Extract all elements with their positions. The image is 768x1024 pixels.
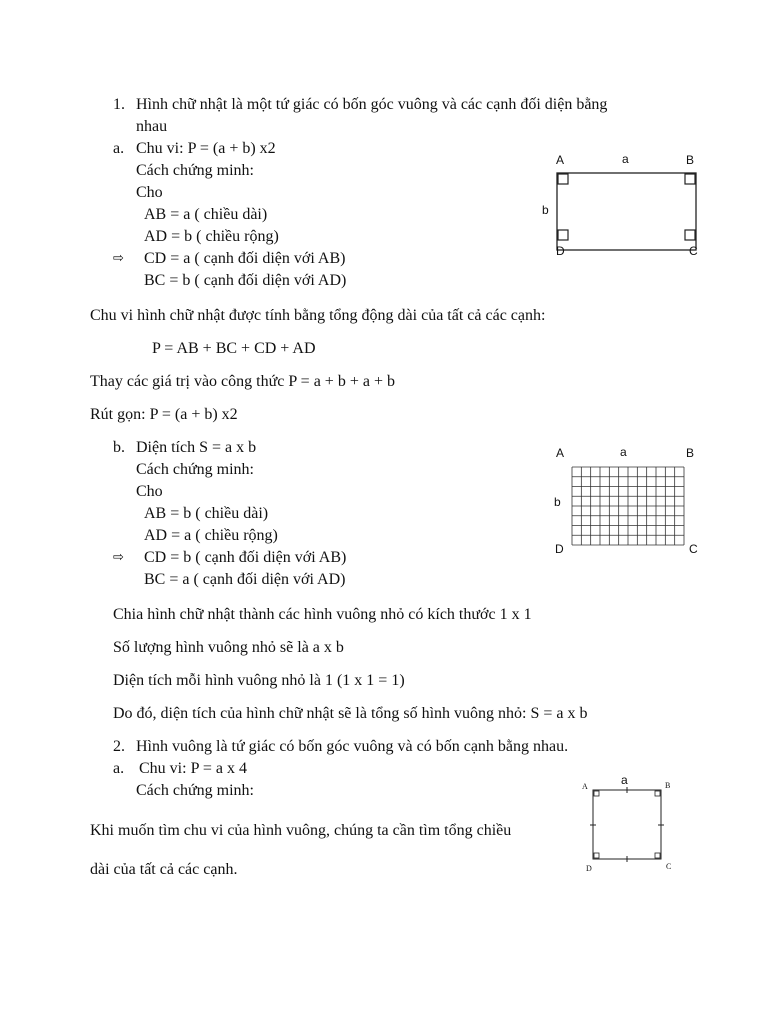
right-angle-icon — [594, 853, 599, 858]
square-figure — [578, 770, 678, 876]
right-angle-icon — [594, 791, 599, 796]
square-label-d-vertex: D — [586, 864, 592, 873]
list-number-1: 1. — [113, 96, 125, 113]
rect-label-a-side: a — [622, 152, 629, 166]
given-ad-b: AD = a ( chiều rộng) — [144, 527, 278, 544]
area-step-1: Chia hình chữ nhật thành các hình vuông nhỏ có kích thước 1 x 1 — [113, 606, 532, 623]
area-step-4: Do đó, diện tích của hình chữ nhật sẽ là tổng số hình vuông nhỏ: S = a x b — [113, 705, 588, 722]
square-label-a-side: a — [621, 773, 628, 787]
square-shape — [593, 790, 661, 859]
arrow-icon: ⇨ — [113, 550, 124, 565]
grid-label-b-vertex: B — [686, 446, 695, 460]
sub-marker-a: a. — [113, 140, 125, 157]
rect-label-b-side: b — [542, 203, 549, 217]
square-label-b-vertex: B — [665, 781, 671, 790]
square-label-a-vertex: A — [582, 782, 588, 791]
square-perimeter-heading: Chu vi: P = a x 4 — [139, 760, 247, 777]
rect-label-a-vertex: A — [556, 153, 565, 167]
sub-marker-b: b. — [113, 439, 125, 456]
substitution-text: Thay các giá trị vào công thức P = a + b + a + b — [90, 373, 395, 390]
rect-label-c-vertex: C — [689, 244, 698, 258]
sub-marker-a-2: a. — [113, 760, 125, 777]
perimeter-heading: Chu vi: P = (a + b) x2 — [136, 140, 276, 157]
given-ab: AB = a ( chiều dài) — [144, 206, 268, 223]
area-step-3: Diện tích mỗi hình vuông nhỏ là 1 (1 x 1 = 1) — [113, 672, 405, 689]
right-angle-icon — [685, 174, 695, 184]
given-bc-b: BC = a ( cạnh đối diện với AD) — [144, 571, 346, 588]
given-cd-b: CD = b ( cạnh đối diện với AB) — [144, 549, 347, 566]
list-number-2: 2. — [113, 738, 125, 755]
grid-figure — [550, 440, 710, 560]
perimeter-explanation: Chu vi hình chữ nhật được tính bằng tổng động dài của tất cả các cạnh: — [90, 307, 546, 324]
square-explanation: Khi muốn tìm chu vi của hình vuông, chúng ta cần tìm tổng chiều — [90, 822, 512, 839]
grid-lines — [572, 467, 684, 545]
section1-title: Hình chữ nhật là một tứ giác có bốn góc vuông và các cạnh đối diện bằng — [136, 96, 608, 113]
rect-label-d-vertex: D — [556, 244, 565, 258]
section2-title: Hình vuông là tứ giác có bốn góc vuông và có bốn cạnh bằng nhau. — [136, 738, 569, 755]
proof-label-2: Cách chứng minh: — [136, 782, 254, 799]
perimeter-formula: P = AB + BC + CD + AD — [152, 340, 316, 357]
square-explanation-cont: dài của tất cả các cạnh. — [90, 861, 238, 878]
rect-label-b-vertex: B — [686, 153, 695, 167]
grid-label-b-side: b — [554, 495, 561, 509]
grid-label-c-vertex: C — [689, 542, 698, 556]
simplification-text: Rút gọn: P = (a + b) x2 — [90, 406, 238, 423]
area-heading: Diện tích S = a x b — [136, 439, 257, 456]
grid-label-a-vertex: A — [556, 446, 565, 460]
section1-title-cont: nhau — [136, 118, 168, 135]
given-bc: BC = b ( cạnh đối diện với AD) — [144, 272, 347, 289]
grid-label-d-vertex: D — [555, 542, 564, 556]
right-angle-icon — [685, 230, 695, 240]
rectangle-figure — [530, 148, 710, 260]
given-label-b: Cho — [136, 483, 163, 500]
area-step-2: Số lượng hình vuông nhỏ sẽ là a x b — [113, 639, 344, 656]
right-angle-icon — [558, 230, 568, 240]
given-label: Cho — [136, 184, 163, 201]
arrow-icon: ⇨ — [113, 251, 124, 266]
proof-label: Cách chứng minh: — [136, 162, 254, 179]
given-cd: CD = a ( cạnh đối diện với AB) — [144, 250, 346, 267]
right-angle-icon — [558, 174, 568, 184]
given-ad: AD = b ( chiều rộng) — [144, 228, 279, 245]
right-angle-icon — [655, 791, 660, 796]
rect-shape — [557, 173, 696, 250]
grid-label-a-side: a — [620, 445, 627, 459]
proof-label-b: Cách chứng minh: — [136, 461, 254, 478]
given-ab-b: AB = b ( chiều dài) — [144, 505, 269, 522]
square-label-c-vertex: C — [666, 862, 672, 871]
right-angle-icon — [655, 853, 660, 858]
